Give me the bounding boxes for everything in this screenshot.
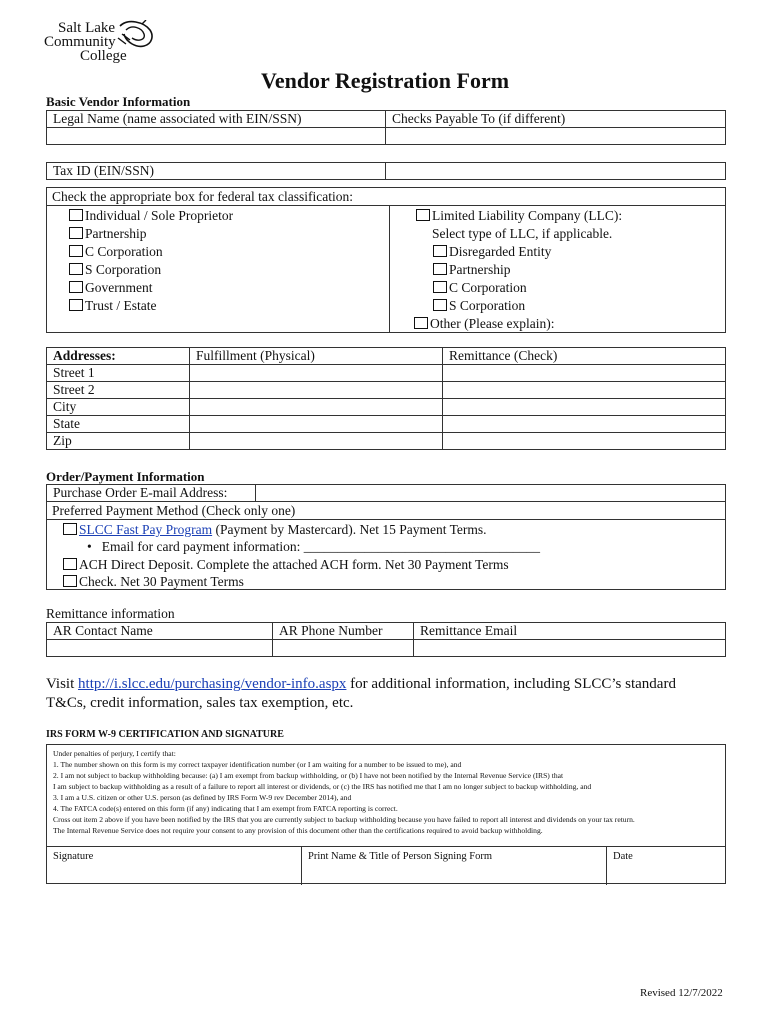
remittance-street2-field[interactable] xyxy=(443,382,726,399)
checkbox-icon[interactable] xyxy=(63,575,77,587)
fulfillment-header: Fulfillment (Physical) xyxy=(190,348,443,365)
tax-classification-box xyxy=(46,187,726,333)
checkbox-icon[interactable] xyxy=(416,209,430,221)
po-email-table xyxy=(46,484,726,502)
checks-payable-field[interactable] xyxy=(386,128,726,145)
checkbox-icon[interactable] xyxy=(63,558,77,570)
remittance-state-field[interactable] xyxy=(443,416,726,433)
class-other[interactable]: Other (Please explain): xyxy=(414,315,554,332)
logo-line-1: Salt Lake xyxy=(58,20,116,36)
po-email-label: Purchase Order E-mail Address: xyxy=(47,485,256,502)
w9-heading: IRS FORM W-9 CERTIFICATION AND SIGNATURE xyxy=(46,729,284,740)
fulfillment-state-field[interactable] xyxy=(190,416,443,433)
checkbox-icon[interactable] xyxy=(414,317,428,329)
logo-line-3: College xyxy=(80,48,127,64)
remittance-email-field[interactable] xyxy=(414,640,726,657)
class-llc[interactable]: Limited Liability Company (LLC): xyxy=(416,207,622,224)
class-trust[interactable]: Trust / Estate xyxy=(69,297,157,314)
addresses-table xyxy=(46,347,726,450)
vendor-info-link[interactable]: http://i.slcc.edu/purchasing/vendor-info.aspx xyxy=(78,676,347,692)
remittance-street1-field[interactable] xyxy=(443,365,726,382)
revised-date: Revised 12/7/2022 xyxy=(640,987,723,999)
tax-id-label: Tax ID (EIN/SSN) xyxy=(47,163,386,180)
pay-check[interactable]: Check. Net 30 Payment Terms xyxy=(63,573,244,590)
addresses-header: Addresses: xyxy=(47,348,190,365)
w9-certification-text: Under penalties of perjury, I certify that: 1. The number shown on this form is my correct taxpayer identification number (or I am waiting for a number to be issued to me), and 2. I am not subject to backup withholding because: (a) I am exempt from backup withholding, or (b) I have not been notified by the Internal Revenue Service (IRS) that I am subject to backup withholding as a result of a failure to report all interest or dividends, or (c) the IRS has notified me that I am no longer subject to backup withholding, and 3. I am a U.S. citizen or other U.S. person (as defined by IRS Form W-9 rev December 2014), and 4. The FATCA code(s) entered on this form (if any) indicating that I am exempt from FATCA reporting is correct. Cross out item 2 above if you have been notified by the IRS that you are currently subject to backup withholding because you have failed to report all interest and dividends on your tax return. The Internal Revenue Service does not require your consent to any provision of this document other than the certifications required to avoid backup withholding. xyxy=(53,749,635,835)
email-card-bullet: • Email for card payment information: ___________________________________ xyxy=(87,539,541,554)
llc-select-note: Select type of LLC, if applicable. xyxy=(432,226,613,241)
checkbox-icon[interactable] xyxy=(69,227,83,239)
remittance-city-field[interactable] xyxy=(443,399,726,416)
checks-payable-label: Checks Payable To (if different) xyxy=(386,111,726,128)
address-row-label: Street 2 xyxy=(47,382,190,399)
ar-contact-field[interactable] xyxy=(47,640,273,657)
fulfillment-city-field[interactable] xyxy=(190,399,443,416)
llc-disregarded[interactable]: Disregarded Entity xyxy=(433,243,551,260)
checkbox-icon[interactable] xyxy=(433,281,447,293)
fulfillment-street1-field[interactable] xyxy=(190,365,443,382)
payment-method-heading: Preferred Payment Method (Check only one) xyxy=(52,503,296,518)
w9-certification-box xyxy=(46,744,726,884)
checkbox-icon[interactable] xyxy=(63,523,77,535)
signature-field[interactable]: Signature xyxy=(47,847,302,885)
legal-name-label: Legal Name (name associated with EIN/SSN) xyxy=(47,111,386,128)
print-name-field[interactable]: Print Name & Title of Person Signing Form xyxy=(302,847,607,885)
checkbox-icon[interactable] xyxy=(433,245,447,257)
llc-s-corp[interactable]: S Corporation xyxy=(433,297,525,314)
slcc-logo xyxy=(44,20,164,66)
fulfillment-street2-field[interactable] xyxy=(190,382,443,399)
basic-info-table xyxy=(46,110,726,145)
signature-row xyxy=(47,846,725,885)
class-government[interactable]: Government xyxy=(69,279,152,296)
checkbox-icon[interactable] xyxy=(69,245,83,257)
pay-fastpay[interactable]: SLCC Fast Pay Program (Payment by Mastercard). Net 15 Payment Terms. xyxy=(63,521,487,538)
checkbox-icon[interactable] xyxy=(433,299,447,311)
address-row-label: City xyxy=(47,399,190,416)
visit-paragraph: Visit http://i.slcc.edu/purchasing/vendor-info.aspx for additional information, including SLCC’s standard T&Cs, credit information, sales tax exemption, etc. xyxy=(46,676,676,711)
checkbox-icon[interactable] xyxy=(69,209,83,221)
logo-line-2: Community xyxy=(44,34,116,50)
remittance-table xyxy=(46,622,726,657)
class-s-corp[interactable]: S Corporation xyxy=(69,261,161,278)
ar-phone-field[interactable] xyxy=(273,640,414,657)
llc-c-corp[interactable]: C Corporation xyxy=(433,279,527,296)
pay-ach[interactable]: ACH Direct Deposit. Complete the attached ACH form. Net 30 Payment Terms xyxy=(63,556,509,573)
date-field[interactable]: Date xyxy=(613,851,633,862)
class-individual[interactable]: Individual / Sole Proprietor xyxy=(69,207,233,224)
logo-emblem-icon xyxy=(116,20,156,50)
class-c-corp[interactable]: C Corporation xyxy=(69,243,163,260)
ar-phone-label: AR Phone Number xyxy=(273,623,414,640)
remittance-email-label: Remittance Email xyxy=(414,623,726,640)
page-title: Vendor Registration Form xyxy=(260,68,510,93)
fastpay-link[interactable]: SLCC Fast Pay Program xyxy=(79,522,213,537)
tax-id-table xyxy=(46,162,726,180)
class-partnership[interactable]: Partnership xyxy=(69,225,147,242)
checkbox-icon[interactable] xyxy=(433,263,447,275)
basic-vendor-heading: Basic Vendor Information xyxy=(46,94,191,109)
tax-classification-heading: Check the appropriate box for federal tax classification: xyxy=(52,189,354,204)
remittance-heading: Remittance information xyxy=(46,606,175,621)
address-row-label: State xyxy=(47,416,190,433)
checkbox-icon[interactable] xyxy=(69,281,83,293)
po-email-field[interactable] xyxy=(256,485,726,502)
ar-contact-label: AR Contact Name xyxy=(47,623,273,640)
order-payment-heading: Order/Payment Information xyxy=(46,469,205,484)
tax-id-field[interactable] xyxy=(386,163,726,180)
payment-method-box xyxy=(46,501,726,590)
remittance-zip-field[interactable] xyxy=(443,433,726,450)
checkbox-icon[interactable] xyxy=(69,263,83,275)
legal-name-field[interactable] xyxy=(47,128,386,145)
address-row-label: Zip xyxy=(47,433,190,450)
remittance-header: Remittance (Check) xyxy=(443,348,726,365)
checkbox-icon[interactable] xyxy=(69,299,83,311)
fulfillment-zip-field[interactable] xyxy=(190,433,443,450)
address-row-label: Street 1 xyxy=(47,365,190,382)
llc-partnership[interactable]: Partnership xyxy=(433,261,511,278)
